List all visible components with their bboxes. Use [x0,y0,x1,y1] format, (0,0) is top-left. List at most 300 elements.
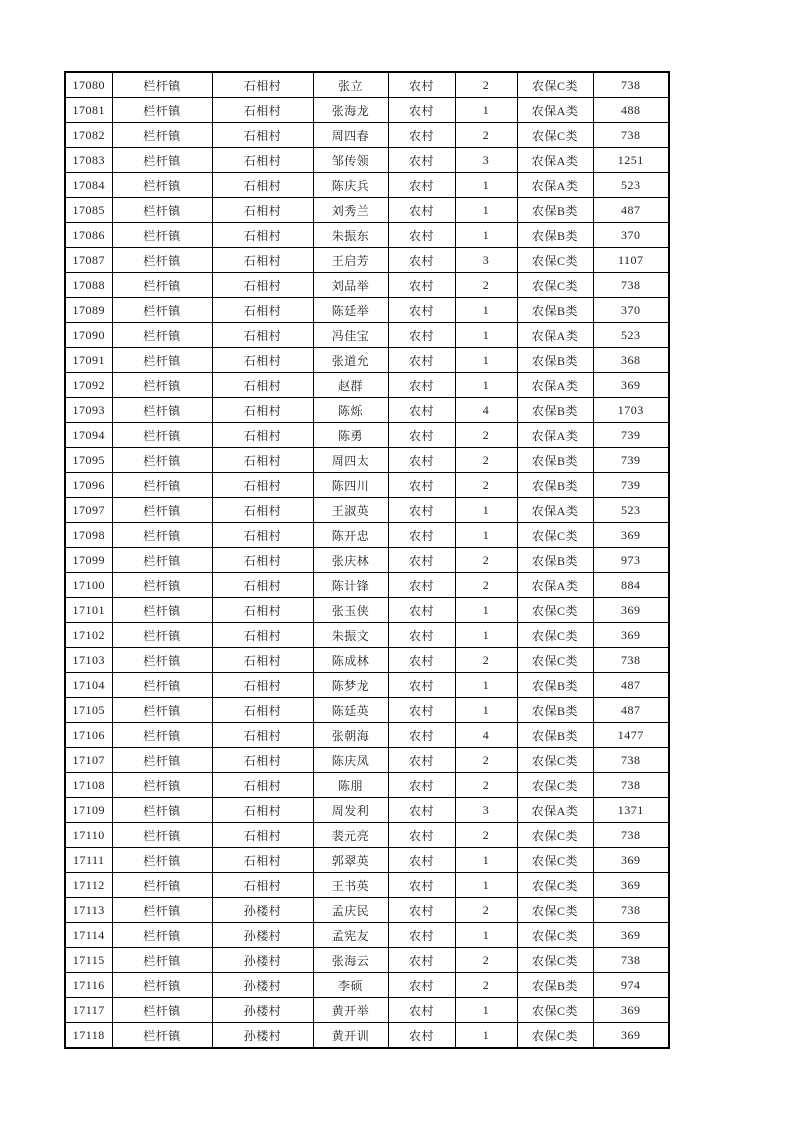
cell-name: 陈计锋 [313,573,388,598]
cell-name: 张玉侠 [313,598,388,623]
cell-insurance-category: 农保C类 [517,523,593,548]
cell-town: 栏杆镇 [112,173,212,198]
table-row [65,948,669,973]
cell-amount: 369 [593,523,669,548]
cell-person-count: 4 [455,723,517,748]
cell-town: 栏杆镇 [112,123,212,148]
cell-town: 栏杆镇 [112,273,212,298]
cell-person-count: 1 [455,373,517,398]
cell-name: 王淑英 [313,498,388,523]
cell-town: 栏杆镇 [112,72,212,98]
cell-insurance-category: 农保C类 [517,72,593,98]
cell-name: 陈庆兵 [313,173,388,198]
cell-amount: 973 [593,548,669,573]
cell-person-count: 3 [455,148,517,173]
cell-amount: 523 [593,323,669,348]
cell-town: 栏杆镇 [112,623,212,648]
table-row [65,123,669,148]
cell-town: 栏杆镇 [112,823,212,848]
cell-person-count: 2 [455,898,517,923]
cell-person-count: 2 [455,573,517,598]
cell-name: 陈烁 [313,398,388,423]
cell-insurance-category: 农保A类 [517,498,593,523]
cell-residence-type: 农村 [388,823,455,848]
cell-residence-type: 农村 [388,723,455,748]
cell-insurance-category: 农保B类 [517,223,593,248]
cell-serial-number: 17098 [65,523,112,548]
cell-person-count: 1 [455,598,517,623]
cell-name: 刘秀兰 [313,198,388,223]
cell-town: 栏杆镇 [112,873,212,898]
cell-serial-number: 17112 [65,873,112,898]
cell-amount: 739 [593,423,669,448]
cell-town: 栏杆镇 [112,1023,212,1049]
cell-insurance-category: 农保C类 [517,623,593,648]
cell-name: 陈四川 [313,473,388,498]
cell-serial-number: 17100 [65,573,112,598]
cell-insurance-category: 农保C类 [517,248,593,273]
cell-amount: 974 [593,973,669,998]
cell-insurance-category: 农保C类 [517,898,593,923]
cell-serial-number: 17103 [65,648,112,673]
cell-village: 石相村 [212,323,313,348]
cell-residence-type: 农村 [388,898,455,923]
cell-amount: 369 [593,923,669,948]
cell-name: 陈开忠 [313,523,388,548]
cell-village: 孙楼村 [212,973,313,998]
cell-serial-number: 17116 [65,973,112,998]
cell-insurance-category: 农保B类 [517,973,593,998]
cell-town: 栏杆镇 [112,648,212,673]
cell-insurance-category: 农保C类 [517,1023,593,1049]
cell-insurance-category: 农保C类 [517,648,593,673]
cell-serial-number: 17109 [65,798,112,823]
cell-person-count: 1 [455,873,517,898]
cell-town: 栏杆镇 [112,323,212,348]
cell-serial-number: 17107 [65,748,112,773]
cell-residence-type: 农村 [388,623,455,648]
table-row [65,623,669,648]
table-row [65,323,669,348]
cell-amount: 738 [593,773,669,798]
cell-serial-number: 17099 [65,548,112,573]
cell-village: 石相村 [212,448,313,473]
cell-serial-number: 17095 [65,448,112,473]
cell-village: 孙楼村 [212,998,313,1023]
cell-name: 张海龙 [313,98,388,123]
cell-amount: 738 [593,948,669,973]
table-row [65,923,669,948]
cell-person-count: 2 [455,773,517,798]
cell-person-count: 2 [455,748,517,773]
cell-person-count: 2 [455,473,517,498]
cell-insurance-category: 农保A类 [517,323,593,348]
cell-village: 石相村 [212,423,313,448]
cell-residence-type: 农村 [388,998,455,1023]
cell-village: 石相村 [212,123,313,148]
table-row [65,723,669,748]
table-row [65,298,669,323]
cell-name: 王书英 [313,873,388,898]
cell-serial-number: 17117 [65,998,112,1023]
cell-person-count: 2 [455,973,517,998]
cell-serial-number: 17114 [65,923,112,948]
cell-town: 栏杆镇 [112,373,212,398]
cell-name: 刘品举 [313,273,388,298]
cell-amount: 739 [593,448,669,473]
cell-insurance-category: 农保C类 [517,598,593,623]
cell-name: 李硕 [313,973,388,998]
cell-residence-type: 农村 [388,98,455,123]
cell-serial-number: 17097 [65,498,112,523]
cell-serial-number: 17096 [65,473,112,498]
cell-person-count: 2 [455,273,517,298]
cell-serial-number: 17101 [65,598,112,623]
cell-serial-number: 17089 [65,298,112,323]
cell-serial-number: 17083 [65,148,112,173]
cell-village: 石相村 [212,523,313,548]
cell-name: 陈廷英 [313,698,388,723]
table-row [65,248,669,273]
table-row [65,98,669,123]
cell-serial-number: 17080 [65,72,112,98]
cell-residence-type: 农村 [388,798,455,823]
cell-amount: 523 [593,498,669,523]
cell-amount: 369 [593,848,669,873]
cell-insurance-category: 农保B类 [517,198,593,223]
cell-person-count: 3 [455,798,517,823]
cell-serial-number: 17102 [65,623,112,648]
cell-village: 石相村 [212,98,313,123]
cell-serial-number: 17111 [65,848,112,873]
cell-insurance-category: 农保A类 [517,573,593,598]
cell-serial-number: 17104 [65,673,112,698]
cell-serial-number: 17118 [65,1023,112,1049]
cell-name: 陈成林 [313,648,388,673]
table-row [65,848,669,873]
table-row [65,273,669,298]
cell-serial-number: 17084 [65,173,112,198]
cell-serial-number: 17088 [65,273,112,298]
table-row [65,798,669,823]
cell-residence-type: 农村 [388,773,455,798]
cell-serial-number: 17086 [65,223,112,248]
cell-town: 栏杆镇 [112,523,212,548]
cell-name: 朱振东 [313,223,388,248]
cell-residence-type: 农村 [388,498,455,523]
cell-residence-type: 农村 [388,1023,455,1049]
cell-village: 石相村 [212,223,313,248]
cell-person-count: 1 [455,923,517,948]
cell-name: 陈勇 [313,423,388,448]
cell-serial-number: 17105 [65,698,112,723]
cell-village: 石相村 [212,848,313,873]
cell-amount: 738 [593,898,669,923]
cell-insurance-category: 农保C类 [517,923,593,948]
cell-serial-number: 17081 [65,98,112,123]
cell-serial-number: 17113 [65,898,112,923]
table-row [65,423,669,448]
cell-insurance-category: 农保A类 [517,373,593,398]
table-row [65,1023,669,1049]
cell-insurance-category: 农保C类 [517,273,593,298]
cell-insurance-category: 农保C类 [517,123,593,148]
cell-name: 黄开举 [313,998,388,1023]
cell-name: 黄开训 [313,1023,388,1049]
cell-residence-type: 农村 [388,223,455,248]
table-row [65,173,669,198]
cell-insurance-category: 农保C类 [517,823,593,848]
cell-village: 石相村 [212,173,313,198]
cell-village: 石相村 [212,498,313,523]
cell-village: 石相村 [212,273,313,298]
cell-person-count: 1 [455,323,517,348]
cell-residence-type: 农村 [388,373,455,398]
cell-village: 孙楼村 [212,948,313,973]
cell-village: 石相村 [212,72,313,98]
cell-person-count: 2 [455,823,517,848]
table-row [65,598,669,623]
cell-insurance-category: 农保B类 [517,473,593,498]
cell-village: 石相村 [212,373,313,398]
table-row [65,998,669,1023]
cell-village: 石相村 [212,248,313,273]
cell-name: 赵群 [313,373,388,398]
cell-insurance-category: 农保A类 [517,798,593,823]
table-row [65,673,669,698]
cell-name: 张道允 [313,348,388,373]
cell-village: 石相村 [212,873,313,898]
cell-town: 栏杆镇 [112,798,212,823]
cell-town: 栏杆镇 [112,673,212,698]
cell-person-count: 3 [455,248,517,273]
records-table-body [65,72,669,1048]
cell-amount: 1477 [593,723,669,748]
cell-amount: 369 [593,623,669,648]
cell-name: 邹传领 [313,148,388,173]
cell-serial-number: 17090 [65,323,112,348]
cell-serial-number: 17082 [65,123,112,148]
cell-residence-type: 农村 [388,523,455,548]
table-row [65,373,669,398]
table-row [65,773,669,798]
cell-insurance-category: 农保B类 [517,298,593,323]
cell-insurance-category: 农保C类 [517,948,593,973]
cell-name: 陈朋 [313,773,388,798]
cell-residence-type: 农村 [388,348,455,373]
cell-village: 石相村 [212,473,313,498]
cell-residence-type: 农村 [388,198,455,223]
cell-village: 石相村 [212,623,313,648]
cell-town: 栏杆镇 [112,548,212,573]
cell-serial-number: 17085 [65,198,112,223]
cell-town: 栏杆镇 [112,973,212,998]
cell-village: 石相村 [212,598,313,623]
cell-town: 栏杆镇 [112,398,212,423]
cell-name: 裴元亮 [313,823,388,848]
cell-residence-type: 农村 [388,673,455,698]
cell-residence-type: 农村 [388,873,455,898]
cell-amount: 738 [593,123,669,148]
table-row [65,698,669,723]
cell-amount: 488 [593,98,669,123]
cell-person-count: 1 [455,1023,517,1049]
cell-person-count: 1 [455,348,517,373]
cell-insurance-category: 农保C类 [517,748,593,773]
table-row [65,573,669,598]
cell-town: 栏杆镇 [112,423,212,448]
cell-person-count: 1 [455,998,517,1023]
cell-serial-number: 17093 [65,398,112,423]
cell-amount: 738 [593,823,669,848]
cell-serial-number: 17087 [65,248,112,273]
cell-person-count: 2 [455,123,517,148]
cell-person-count: 1 [455,673,517,698]
cell-residence-type: 农村 [388,298,455,323]
cell-town: 栏杆镇 [112,348,212,373]
cell-amount: 369 [593,873,669,898]
cell-amount: 370 [593,223,669,248]
cell-village: 孙楼村 [212,923,313,948]
cell-town: 栏杆镇 [112,948,212,973]
cell-insurance-category: 农保A类 [517,98,593,123]
cell-insurance-category: 农保C类 [517,848,593,873]
cell-amount: 369 [593,598,669,623]
cell-name: 孟宪友 [313,923,388,948]
cell-name: 郭翠英 [313,848,388,873]
cell-residence-type: 农村 [388,448,455,473]
cell-town: 栏杆镇 [112,498,212,523]
table-row [65,973,669,998]
table-row [65,548,669,573]
cell-insurance-category: 农保B类 [517,723,593,748]
cell-person-count: 2 [455,948,517,973]
cell-village: 石相村 [212,548,313,573]
cell-insurance-category: 农保C类 [517,998,593,1023]
cell-town: 栏杆镇 [112,448,212,473]
cell-residence-type: 农村 [388,398,455,423]
cell-amount: 738 [593,648,669,673]
cell-amount: 884 [593,573,669,598]
cell-amount: 370 [593,298,669,323]
cell-name: 张海云 [313,948,388,973]
cell-person-count: 1 [455,848,517,873]
cell-insurance-category: 农保B类 [517,673,593,698]
table-row [65,523,669,548]
table-row [65,648,669,673]
cell-amount: 368 [593,348,669,373]
cell-town: 栏杆镇 [112,298,212,323]
cell-town: 栏杆镇 [112,848,212,873]
cell-person-count: 2 [455,648,517,673]
cell-name: 张立 [313,72,388,98]
cell-insurance-category: 农保B类 [517,698,593,723]
records-table [64,71,670,1049]
cell-town: 栏杆镇 [112,148,212,173]
cell-serial-number: 17094 [65,423,112,448]
table-row [65,223,669,248]
cell-insurance-category: 农保A类 [517,423,593,448]
cell-person-count: 2 [455,548,517,573]
cell-amount: 369 [593,1023,669,1049]
cell-village: 石相村 [212,298,313,323]
table-row [65,448,669,473]
cell-residence-type: 农村 [388,923,455,948]
cell-insurance-category: 农保A类 [517,173,593,198]
cell-village: 孙楼村 [212,898,313,923]
cell-name: 冯佳宝 [313,323,388,348]
cell-village: 石相村 [212,348,313,373]
cell-name: 王启芳 [313,248,388,273]
cell-residence-type: 农村 [388,698,455,723]
table-row [65,748,669,773]
cell-town: 栏杆镇 [112,723,212,748]
cell-amount: 523 [593,173,669,198]
cell-village: 石相村 [212,398,313,423]
cell-residence-type: 农村 [388,648,455,673]
cell-residence-type: 农村 [388,123,455,148]
cell-name: 张庆林 [313,548,388,573]
cell-residence-type: 农村 [388,548,455,573]
cell-serial-number: 17115 [65,948,112,973]
cell-town: 栏杆镇 [112,748,212,773]
cell-town: 栏杆镇 [112,473,212,498]
table-row [65,898,669,923]
cell-residence-type: 农村 [388,323,455,348]
cell-person-count: 1 [455,198,517,223]
cell-amount: 738 [593,748,669,773]
cell-name: 周四春 [313,123,388,148]
cell-village: 石相村 [212,773,313,798]
cell-residence-type: 农村 [388,248,455,273]
cell-serial-number: 17106 [65,723,112,748]
cell-name: 孟庆民 [313,898,388,923]
table-row [65,498,669,523]
cell-residence-type: 农村 [388,573,455,598]
cell-person-count: 4 [455,398,517,423]
cell-name: 陈廷举 [313,298,388,323]
cell-village: 石相村 [212,823,313,848]
cell-amount: 487 [593,673,669,698]
cell-residence-type: 农村 [388,748,455,773]
table-row [65,823,669,848]
cell-insurance-category: 农保B类 [517,398,593,423]
cell-town: 栏杆镇 [112,998,212,1023]
cell-village: 孙楼村 [212,1023,313,1049]
cell-town: 栏杆镇 [112,198,212,223]
cell-person-count: 1 [455,698,517,723]
cell-town: 栏杆镇 [112,598,212,623]
cell-residence-type: 农村 [388,148,455,173]
cell-insurance-category: 农保C类 [517,773,593,798]
cell-amount: 369 [593,373,669,398]
table-row [65,148,669,173]
cell-village: 石相村 [212,748,313,773]
table-row [65,348,669,373]
cell-village: 石相村 [212,148,313,173]
cell-serial-number: 17110 [65,823,112,848]
cell-name: 周四太 [313,448,388,473]
cell-insurance-category: 农保C类 [517,873,593,898]
cell-name: 张朝海 [313,723,388,748]
cell-amount: 738 [593,72,669,98]
table-row [65,72,669,98]
cell-amount: 487 [593,698,669,723]
cell-person-count: 2 [455,72,517,98]
cell-residence-type: 农村 [388,273,455,298]
cell-residence-type: 农村 [388,973,455,998]
cell-town: 栏杆镇 [112,98,212,123]
